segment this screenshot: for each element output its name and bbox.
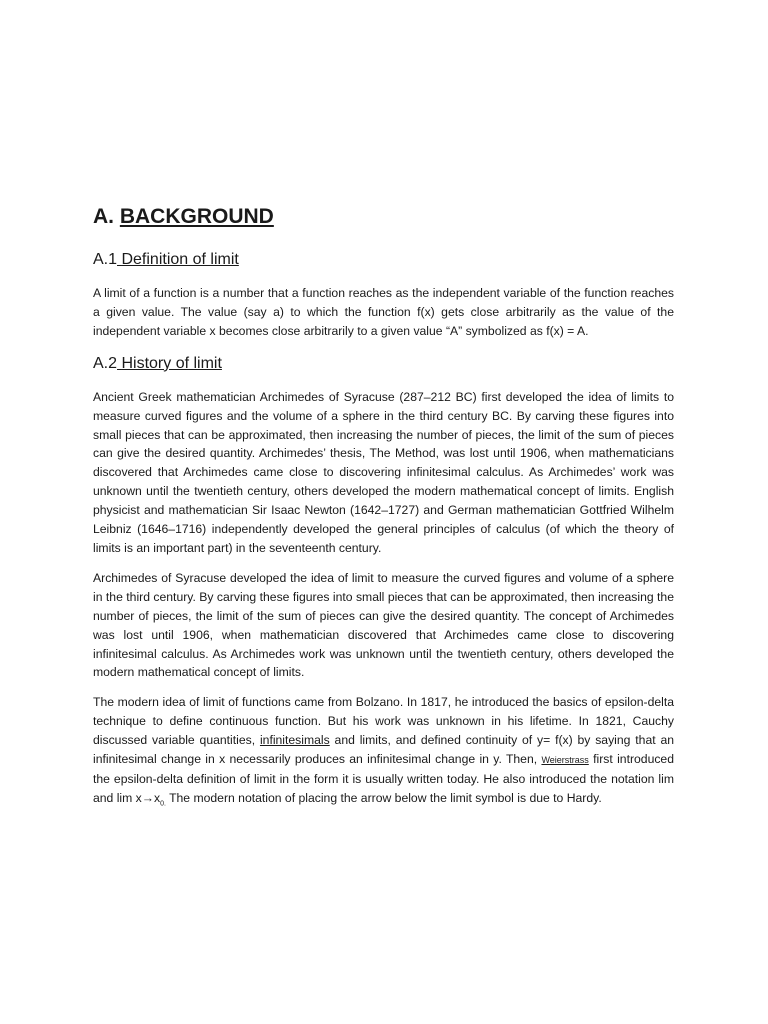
paragraph-text: first introduced the epsilon-delta definition of limit in the form it is usually written today. He also introduced the notation lim and lim x→x — [93, 752, 674, 805]
heading-title: BACKGROUND — [119, 205, 274, 228]
section-heading-definition — [93, 248, 674, 272]
section-title-text: History of limit — [121, 354, 222, 372]
definition-paragraph: A limit of a function is a number that a function reaches as the independent variable of the function reaches a given value. The value (say a) to which the function f(x) gets close arbitrarily as the value of the independent variable x becomes close arbitrarily to a given value “A” symbolized as f(x) = A. — [93, 286, 674, 338]
section-heading-history — [93, 352, 674, 376]
history-paragraph-3 — [93, 693, 674, 814]
paragraph-text: and limits, and defined continuity of y= f(x) by saying that an infinitesimal change in x necessarily produces an infinitesimal change in y. Then, — [93, 733, 675, 767]
infinitesimals-link[interactable]: infinitesimals — [259, 733, 330, 748]
section-number: A.2 — [93, 354, 118, 372]
subscript-zero: 0. — [160, 800, 166, 808]
section-title — [117, 251, 239, 268]
history-paragraph-1: Ancient Greek mathematician Archimedes of Syracuse (287–212 BC) first developed the idea of limits to measure curved figures and the volume of a sphere in the third century BC. By carving these figures into small pieces that can be approximated, then increasing the number of pieces, the limit of the sum of pieces can give the desired quantity. Archimedes’ thesis, The Method, was lost until 1906, when mathematicians discovered that Archimedes came close to discovering infinitesimal calculus. As Archimedes’ work was unknown until the twentieth century, others developed the modern mathematical concept of limits. English physicist and mathematician Sir Isaac Newton (1642–1727) and German mathematician Gottfried Wilhelm Leibniz (1646–1716) independently developed the general principles of calculus (of which the theory of limits is an important part) in the seventeenth century. — [93, 389, 674, 555]
weierstrass-link[interactable]: Weierstrass — [541, 755, 589, 766]
section-title — [117, 355, 222, 372]
section-title-text: Definition of limit — [121, 251, 239, 268]
section-number: A.1 — [93, 251, 118, 268]
history-paragraph-2: Archimedes of Syracuse developed the idea of limit to measure the curved figures and volume of a sphere in the third century. By carving these figures into small pieces that can be approximated, then increasing the number of pieces, the limit of the sum of pieces can give the desired quantity. The concept of Archimedes was lost until 1906, when mathematician discovered that Archimedes came close to discovering infinitesimal calculus. As Archimedes work was unknown until the twentieth century, others developed the modern mathematical concept of limits. — [93, 570, 674, 680]
main-heading — [93, 200, 674, 234]
heading-prefix: A. — [93, 205, 114, 228]
paragraph-text: The modern notation of placing the arrow below the limit symbol is due to Hardy. — [165, 790, 602, 805]
document-page — [93, 200, 674, 825]
paragraph-text: The modern idea of limit of functions came from Bolzano. In 1817, he introduced the basics of epsilon-delta technique to define continuous function. But his work was unknown in his lifetime. In 1821, Cauchy discussed variable quantities, — [93, 695, 674, 748]
